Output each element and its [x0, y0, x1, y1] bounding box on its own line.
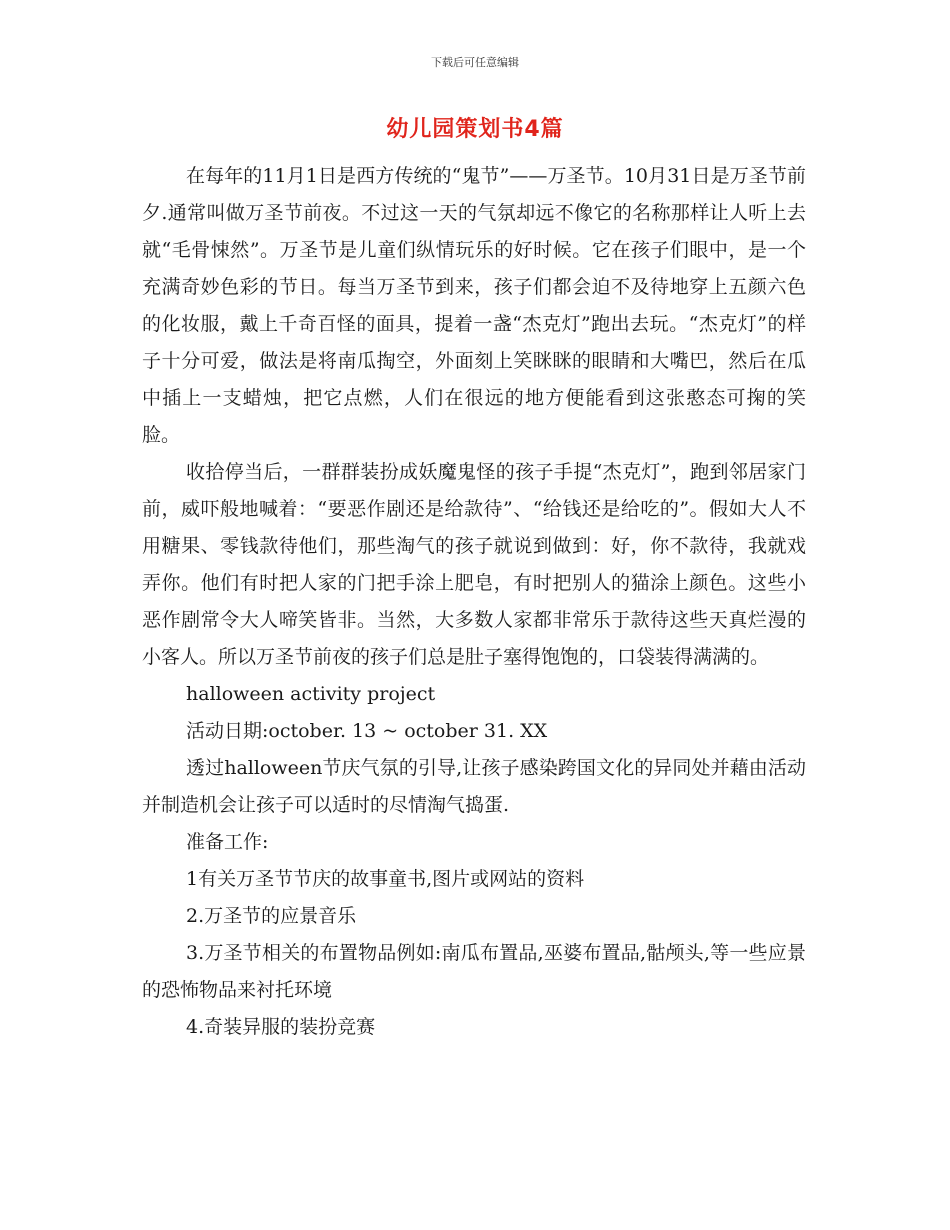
paragraph-preparation-heading: 准备工作: [186, 831, 269, 853]
list-item-3: 3.万圣节相关的布置物品例如:南瓜布置品,巫婆布置品,骷颅头,等一些应景的恐怖物品来衬托环境 [142, 942, 806, 1001]
paragraph-trick-or-treat: 收拾停当后，一群群装扮成妖魔鬼怪的孩子手提“杰克灯”，跑到邻居家门前，威吓般地喊着：“要恶作剧还是给款待”、“给钱还是给吃的”。假如大人不用糖果、零钱款待他们，那些淘气的孩子就说到做到：好，你不款待，我就戏弄你。他们有时把人家的门把手涂上肥皂，有时把别人的猫涂上颜色。这些小恶作剧常令大人啼笑皆非。当然，大多数人家都非常乐于款待这些天真烂漫的小客人。所以万圣节前夜的孩子们总是肚子塞得饱饱的，口袋装得满满的。 [142, 461, 806, 668]
paragraph-activity-date: 活动日期:october. 13 ~ october 31. XX [186, 720, 548, 742]
list-item-4: 4.奇装异服的装扮竞赛 [186, 1016, 376, 1038]
list-item-2: 2.万圣节的应景音乐 [186, 905, 357, 927]
paragraph-purpose: 透过halloween节庆气氛的引导,让孩子感染跨国文化的异同处并藉由活动并制造机会让孩子可以适时的尽情淘气捣蛋. [142, 757, 806, 816]
paragraph-project-title: halloween activity project [186, 683, 436, 705]
document-body [142, 158, 806, 1046]
header-note: 下载后可任意编辑 [431, 56, 519, 69]
document-title: 幼儿园策划书4篇 [386, 117, 564, 142]
list-item-1: 1有关万圣节节庆的故事童书,图片或网站的资料 [186, 868, 585, 890]
paragraph-intro: 在每年的11月1日是西方传统的“鬼节”——万圣节。10月31日是万圣节前夕.通常叫做万圣节前夜。不过这一天的气氛却远不像它的名称那样让人听上去就“毛骨悚然”。万圣节是儿童们纵情玩乐的好时候。它在孩子们眼中，是一个充满奇妙色彩的节日。每当万圣节到来，孩子们都会迫不及待地穿上五颜六色的化妆服，戴上千奇百怪的面具，提着一盏“杰克灯”跑出去玩。“杰克灯”的样子十分可爱，做法是将南瓜掏空，外面刻上笑眯眯的眼睛和大嘴巴，然后在瓜中插上一支蜡烛，把它点燃，人们在很远的地方便能看到这张憨态可掬的笑脸。 [142, 165, 806, 446]
